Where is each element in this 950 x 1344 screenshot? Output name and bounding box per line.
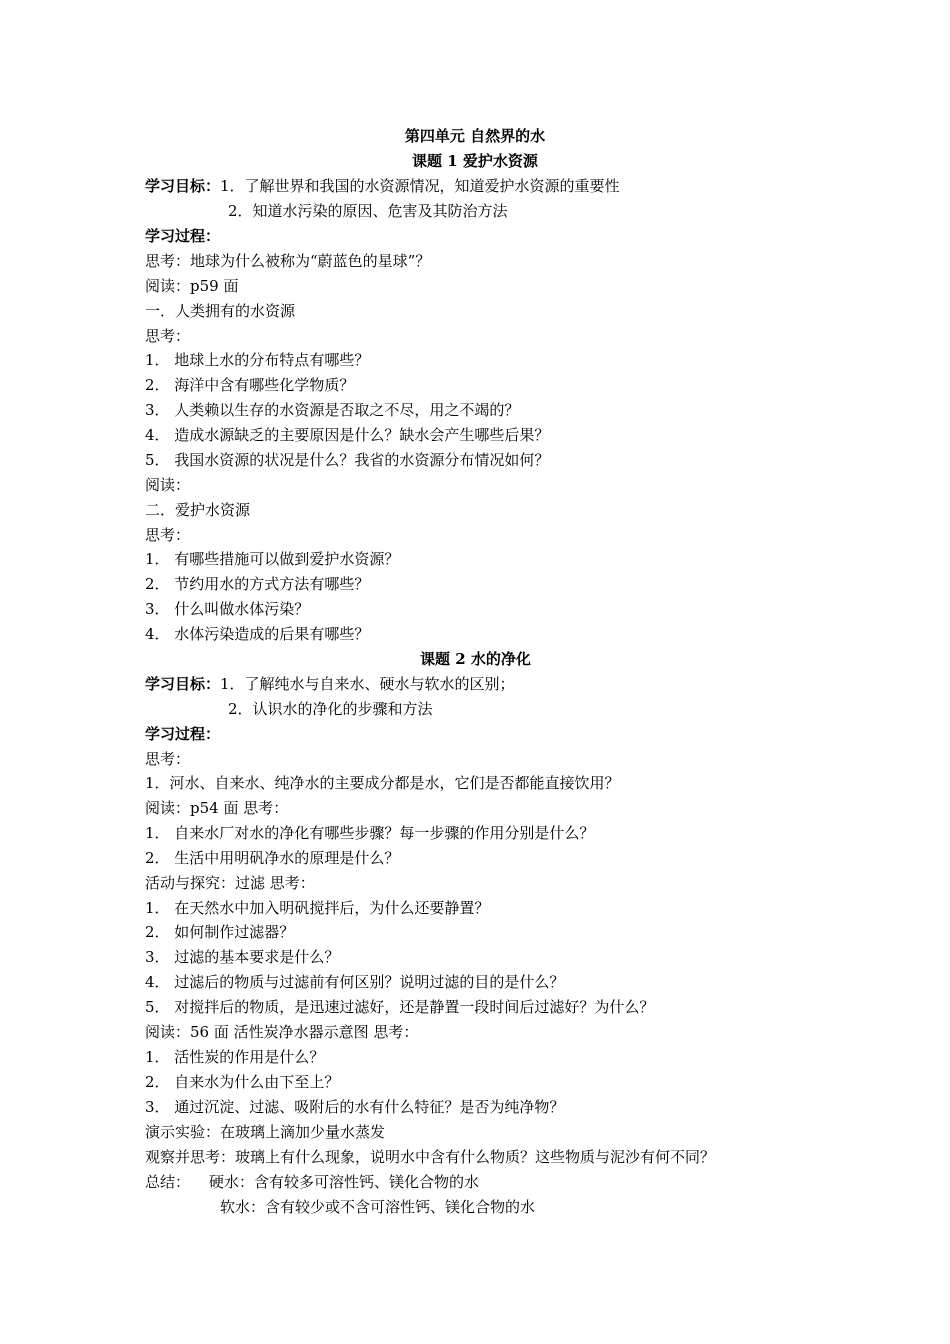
- text-line: 思考：地球为什么被称为“蔚蓝色的星球”？: [145, 252, 431, 270]
- section-heading: 一．人类拥有的水资源: [145, 302, 296, 320]
- hard-water-definition: 硬水：含有较多可溶性钙、镁化合物的水: [209, 1173, 480, 1191]
- text-line: 观察并思考：玻璃上有什么现象，说明水中含有什么物质？这些物质与泥沙有何不同？: [145, 1148, 716, 1166]
- goal-item: 2．知道水污染的原因、危害及其防治方法: [228, 202, 508, 220]
- text-line: 阅读：p54 面 思考：: [145, 799, 289, 817]
- text-line: 演示实验：在玻璃上滴加少量水蒸发: [145, 1123, 386, 1141]
- list-item: 1． 地球上水的分布特点有哪些？: [145, 351, 370, 369]
- list-item: 2． 海洋中含有哪些化学物质？: [145, 376, 355, 394]
- goals-label: 学习目标：: [145, 177, 221, 195]
- list-item: 1． 活性炭的作用是什么？: [145, 1048, 325, 1066]
- list-item: 2． 自来水为什么由下至上？: [145, 1073, 340, 1091]
- summary-label: 总结：: [145, 1173, 191, 1191]
- lesson1-goals: [145, 176, 620, 196]
- list-item: 2． 生活中用明矾净水的原理是什么？: [145, 849, 400, 867]
- text-line: 活动与探究：过滤 思考：: [145, 874, 315, 892]
- list-item: 2． 节约用水的方式方法有哪些？: [145, 575, 370, 593]
- goals-label: 学习目标：: [145, 675, 221, 693]
- list-item: 2． 如何制作过滤器？: [145, 923, 295, 941]
- list-item: 1． 在天然水中加入明矾搅拌后，为什么还要静置？: [145, 899, 490, 917]
- process-label: 学习过程：: [145, 725, 221, 743]
- list-item: 3． 过滤的基本要求是什么？: [145, 948, 340, 966]
- section-heading: 二．爱护水资源: [145, 501, 251, 519]
- goal-item: 1．了解纯水与自来水、硬水与软水的区别；: [220, 675, 515, 693]
- unit-title: 第四单元 自然界的水: [404, 127, 546, 145]
- list-item: 3． 通过沉淀、过滤、吸附后的水有什么特征？是否为纯净物？: [145, 1098, 565, 1116]
- text-line: 思考：: [145, 750, 191, 768]
- goal-item: 1．了解世界和我国的水资源情况，知道爱护水资源的重要性: [220, 177, 620, 195]
- list-item: 1． 有哪些措施可以做到爱护水资源？: [145, 550, 400, 568]
- summary-line: [145, 1172, 479, 1192]
- goal-item: 2．认识水的净化的步骤和方法: [228, 700, 433, 718]
- text-line: 阅读：56 面 活性炭净水器示意图 思考：: [145, 1023, 419, 1041]
- lesson2-title: 课题 2 水的净化: [420, 650, 531, 668]
- list-item: 1． 自来水厂对水的净化有哪些步骤？每一步骤的作用分别是什么？: [145, 824, 595, 842]
- text-line: 思考：: [145, 526, 191, 544]
- list-item: 3． 什么叫做水体污染？: [145, 600, 310, 618]
- list-item: 5． 对搅拌后的物质，是迅速过滤好，还是静置一段时间后过滤好？为什么？: [145, 998, 655, 1016]
- lesson1-title: 课题 1 爱护水资源: [412, 152, 538, 170]
- text-line: 阅读：: [145, 476, 191, 494]
- list-item: 1．河水、自来水、纯净水的主要成分都是水，它们是否都能直接饮用？: [145, 774, 620, 792]
- list-item: 4． 造成水源缺乏的主要原因是什么？缺水会产生哪些后果？: [145, 426, 550, 444]
- list-item: 4． 过滤后的物质与过滤前有何区别？说明过滤的目的是什么？: [145, 973, 565, 991]
- text-line: 阅读：p59 面: [145, 277, 239, 295]
- text-line: 思考：: [145, 327, 191, 345]
- list-item: 4． 水体污染造成的后果有哪些？: [145, 625, 370, 643]
- process-label: 学习过程：: [145, 227, 221, 245]
- lesson2-goals: [145, 674, 515, 694]
- list-item: 5． 我国水资源的状况是什么？我省的水资源分布情况如何？: [145, 451, 550, 469]
- soft-water-definition: 软水：含有较少或不含可溶性钙、镁化合物的水: [220, 1198, 536, 1216]
- list-item: 3． 人类赖以生存的水资源是否取之不尽，用之不竭的？: [145, 401, 520, 419]
